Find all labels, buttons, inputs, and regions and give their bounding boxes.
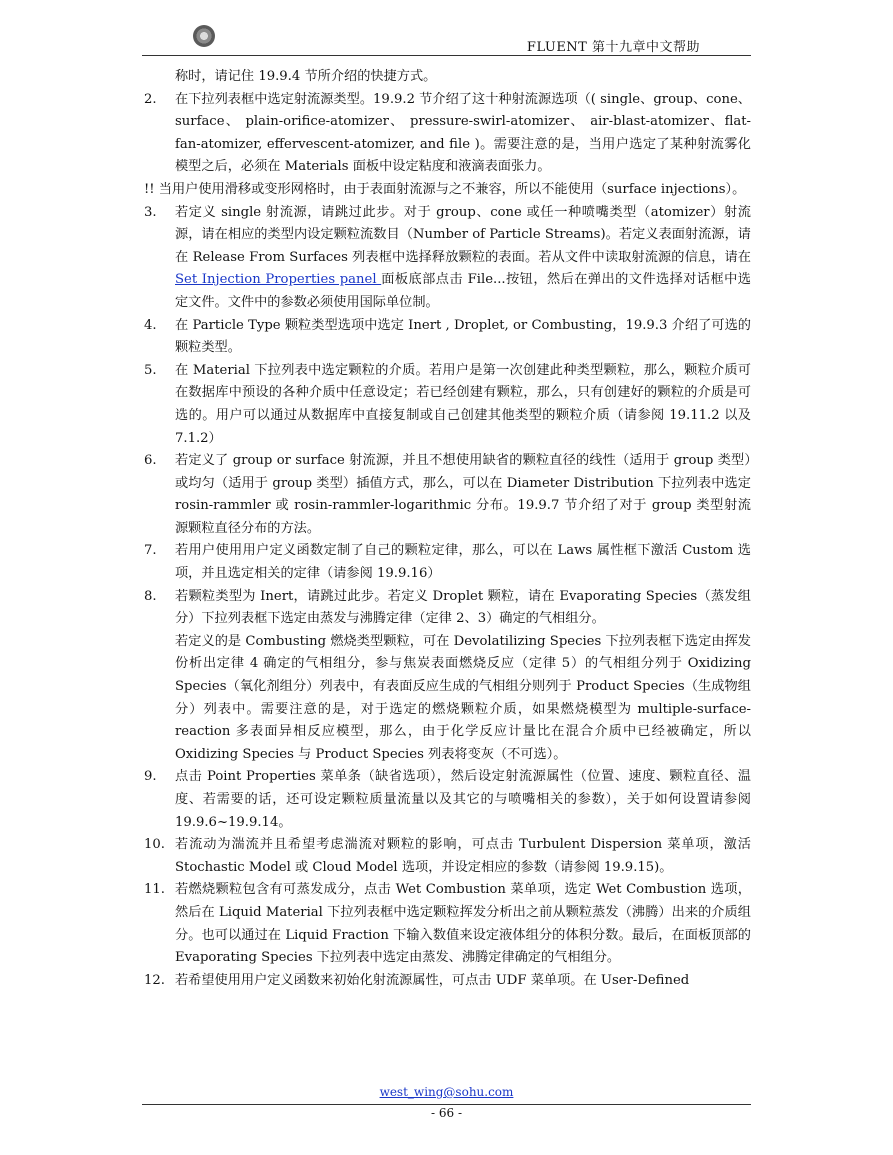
item-number: 5. (144, 362, 157, 378)
item-number: 4. (144, 317, 157, 333)
item-text: 若用户使用用户定义函数定制了自己的颗粒定律，那么，可以在 Laws 属性框下激活 Custom 选项，并且选定相关的定律（请参阅 19.9.16） (175, 543, 751, 582)
list-item-7 (144, 540, 751, 585)
item-text: 在 Material 下拉列表中选定颗粒的介质。若用户是第一次创建此种类型颗粒，那么，颗粒介质可在数据库中预设的各种介质中任意设定；若已经创建有颗粒，那么，只有创建好的颗粒的介质是可选的。用户可以通过从数据库中直接复制或自己创建其他类型的颗粒介质（请参阅 19.11.2 以及 7.1.2） (175, 362, 751, 446)
list-item-5 (144, 360, 751, 450)
item-text: 点击 Point Properties 菜单条（缺省选项），然后设定射流源属性（位置、速度、颗粒直径、温度、若需要的话，还可设定颗粒质量流量以及其它的与喷嘴相关的参数），关于如何设置请参阅 19.9.6~19.9.14。 (175, 769, 751, 830)
footer-email-link[interactable]: west_wing@sohu.com (379, 1085, 514, 1099)
item-text: 若燃烧颗粒包含有可蒸发成分，点击 Wet Combustion 菜单项，选定 Wet Combustion 选项，然后在 Liquid Material 下拉列表框中选定颗粒挥发分析出之前从颗粒蒸发（沸腾）出来的介质组分。也可以通过在 Liquid Fraction 下输入数值来设定液体组分的体积分数。最后，在面板顶部的 Evaporating Species 下拉列表中选定由蒸发、沸腾定律确定的气相组分。 (175, 882, 751, 966)
item-number: 8. (144, 588, 157, 604)
item-number: 7. (144, 543, 157, 559)
header-logo-icon (193, 25, 215, 47)
list-item-10 (144, 834, 751, 879)
list-item-9 (144, 766, 751, 834)
header-title: FLUENT 第十九章中文帮助 (526, 40, 700, 55)
list-item-12 (144, 970, 751, 993)
page-number: - 66 - (430, 1106, 462, 1120)
set-injection-properties-link[interactable]: Set Injection Properties panel (175, 272, 382, 288)
item-text-before-link: 若定义 single 射流源，请跳过此步。对于 group、cone 或任一种喷嘴类型（atomizer）射流源，请在相应的类型内设定颗粒流数目（Number of Particle Streams)。若定义表面射流源，请在 Release From Surfaces 列表框中选择释放颗粒的表面。若从文件中读取射流源的信息，请在 (175, 204, 751, 265)
item-text: 若希望使用用户定义函数来初始化射流源属性，可点击 UDF 菜单项。在 User-Defined (175, 972, 690, 988)
list-item-2 (144, 89, 751, 179)
item-text: 若流动为湍流并且希望考虑湍流对颗粒的影响，可点击 Turbulent Dispersion 菜单项，激活 Stochastic Model 或 Cloud Model 选项，并设定相应的参数（请参阅 19.9.15)。 (175, 837, 751, 875)
item-number: 12. (144, 972, 165, 988)
note-text: !! 当用户使用滑移或变形网格时，由于表面射流源与之不兼容，所以不能使用（surface injections）。 (144, 181, 746, 197)
continuation-text: 称时，请记住 19.9.4 节所介绍的快捷方式。 (175, 69, 437, 84)
item-number: 2. (144, 91, 157, 107)
footer-email (0, 1085, 893, 1099)
item-text-after-link: 面板底部点击 File...按钮，然后在弹出的文件选择对话框中选定文件。文件中的参数必须使用国际单位制。 (175, 272, 751, 310)
item-text: 在下拉列表框中选定射流源类型。19.9.2 节介绍了这十种射流源选项（( single、group、cone、 surface、 plain-orifice-atomizer、 pressure-swirl-atomizer、 air-blast-atomizer、flat-fan-atomizer, effervescent-atomizer, and file )。需要注意的是，当用户选定了某种射流雾化模型之后，必须在 Materials 面板中设定粘度和液滴表面张力。 (175, 91, 751, 175)
item-number: 6. (144, 453, 157, 469)
list-item-4 (144, 315, 751, 360)
item-text: 若定义了 group or surface 射流源，并且不想使用缺省的颗粒直径的线性（适用于 group 类型）或均匀（适用于 group 类型）插值方式，那么，可以在 Diameter Distribution 下拉列表中选定 rosin-rammler 或 rosin-rammler-logarithmic 分布。19.9.7 节介绍了对于 group 类型射流源颗粒直径分布的方法。 (175, 453, 751, 536)
item-text: 若定义的是 Combusting 燃烧类型颗粒，可在 Devolatilizing Species 下拉列表框下选定由挥发份析出定律 4 确定的气相组分，参与焦炭表面燃烧反应（定律 5）的气相组分列于 Oxidizing Species（氧化剂组分）列表中，有表面反应生成的气相组分则列于 Product Species（生成物组分）列表中。需要注意的是，对于选定的燃烧颗粒介质，如果燃烧模型为 multiple-surface-reaction 多表面异相反应模型，那么，由于化学反应计量比在混合介质中已经被确定，所以 Oxidizing Species 与 Product Species 列表将变灰（不可选）。 (175, 633, 751, 762)
item-text (175, 202, 751, 315)
item-number: 10. (144, 837, 165, 853)
list-item-11 (144, 879, 751, 969)
item-text: 若颗粒类型为 Inert，请跳过此步。若定义 Droplet 颗粒，请在 Evaporating Species（蒸发组分）下拉列表框下选定由蒸发与沸腾定律（定律 2、3）确定的气相组分。 (175, 588, 751, 627)
page-body (144, 66, 751, 992)
list-item-6 (144, 450, 751, 540)
footer-divider (142, 1104, 751, 1105)
item-number: 9. (144, 769, 157, 785)
item-number: 3. (144, 204, 157, 220)
item-text: 在 Particle Type 颗粒类型选项中选定 Inert , Droplet, or Combusting，19.9.3 介绍了可选的颗粒类型。 (175, 317, 751, 356)
list-item-8 (144, 586, 751, 767)
header-divider (142, 55, 751, 56)
item-number: 11. (144, 882, 165, 898)
list-item-3 (144, 202, 751, 315)
